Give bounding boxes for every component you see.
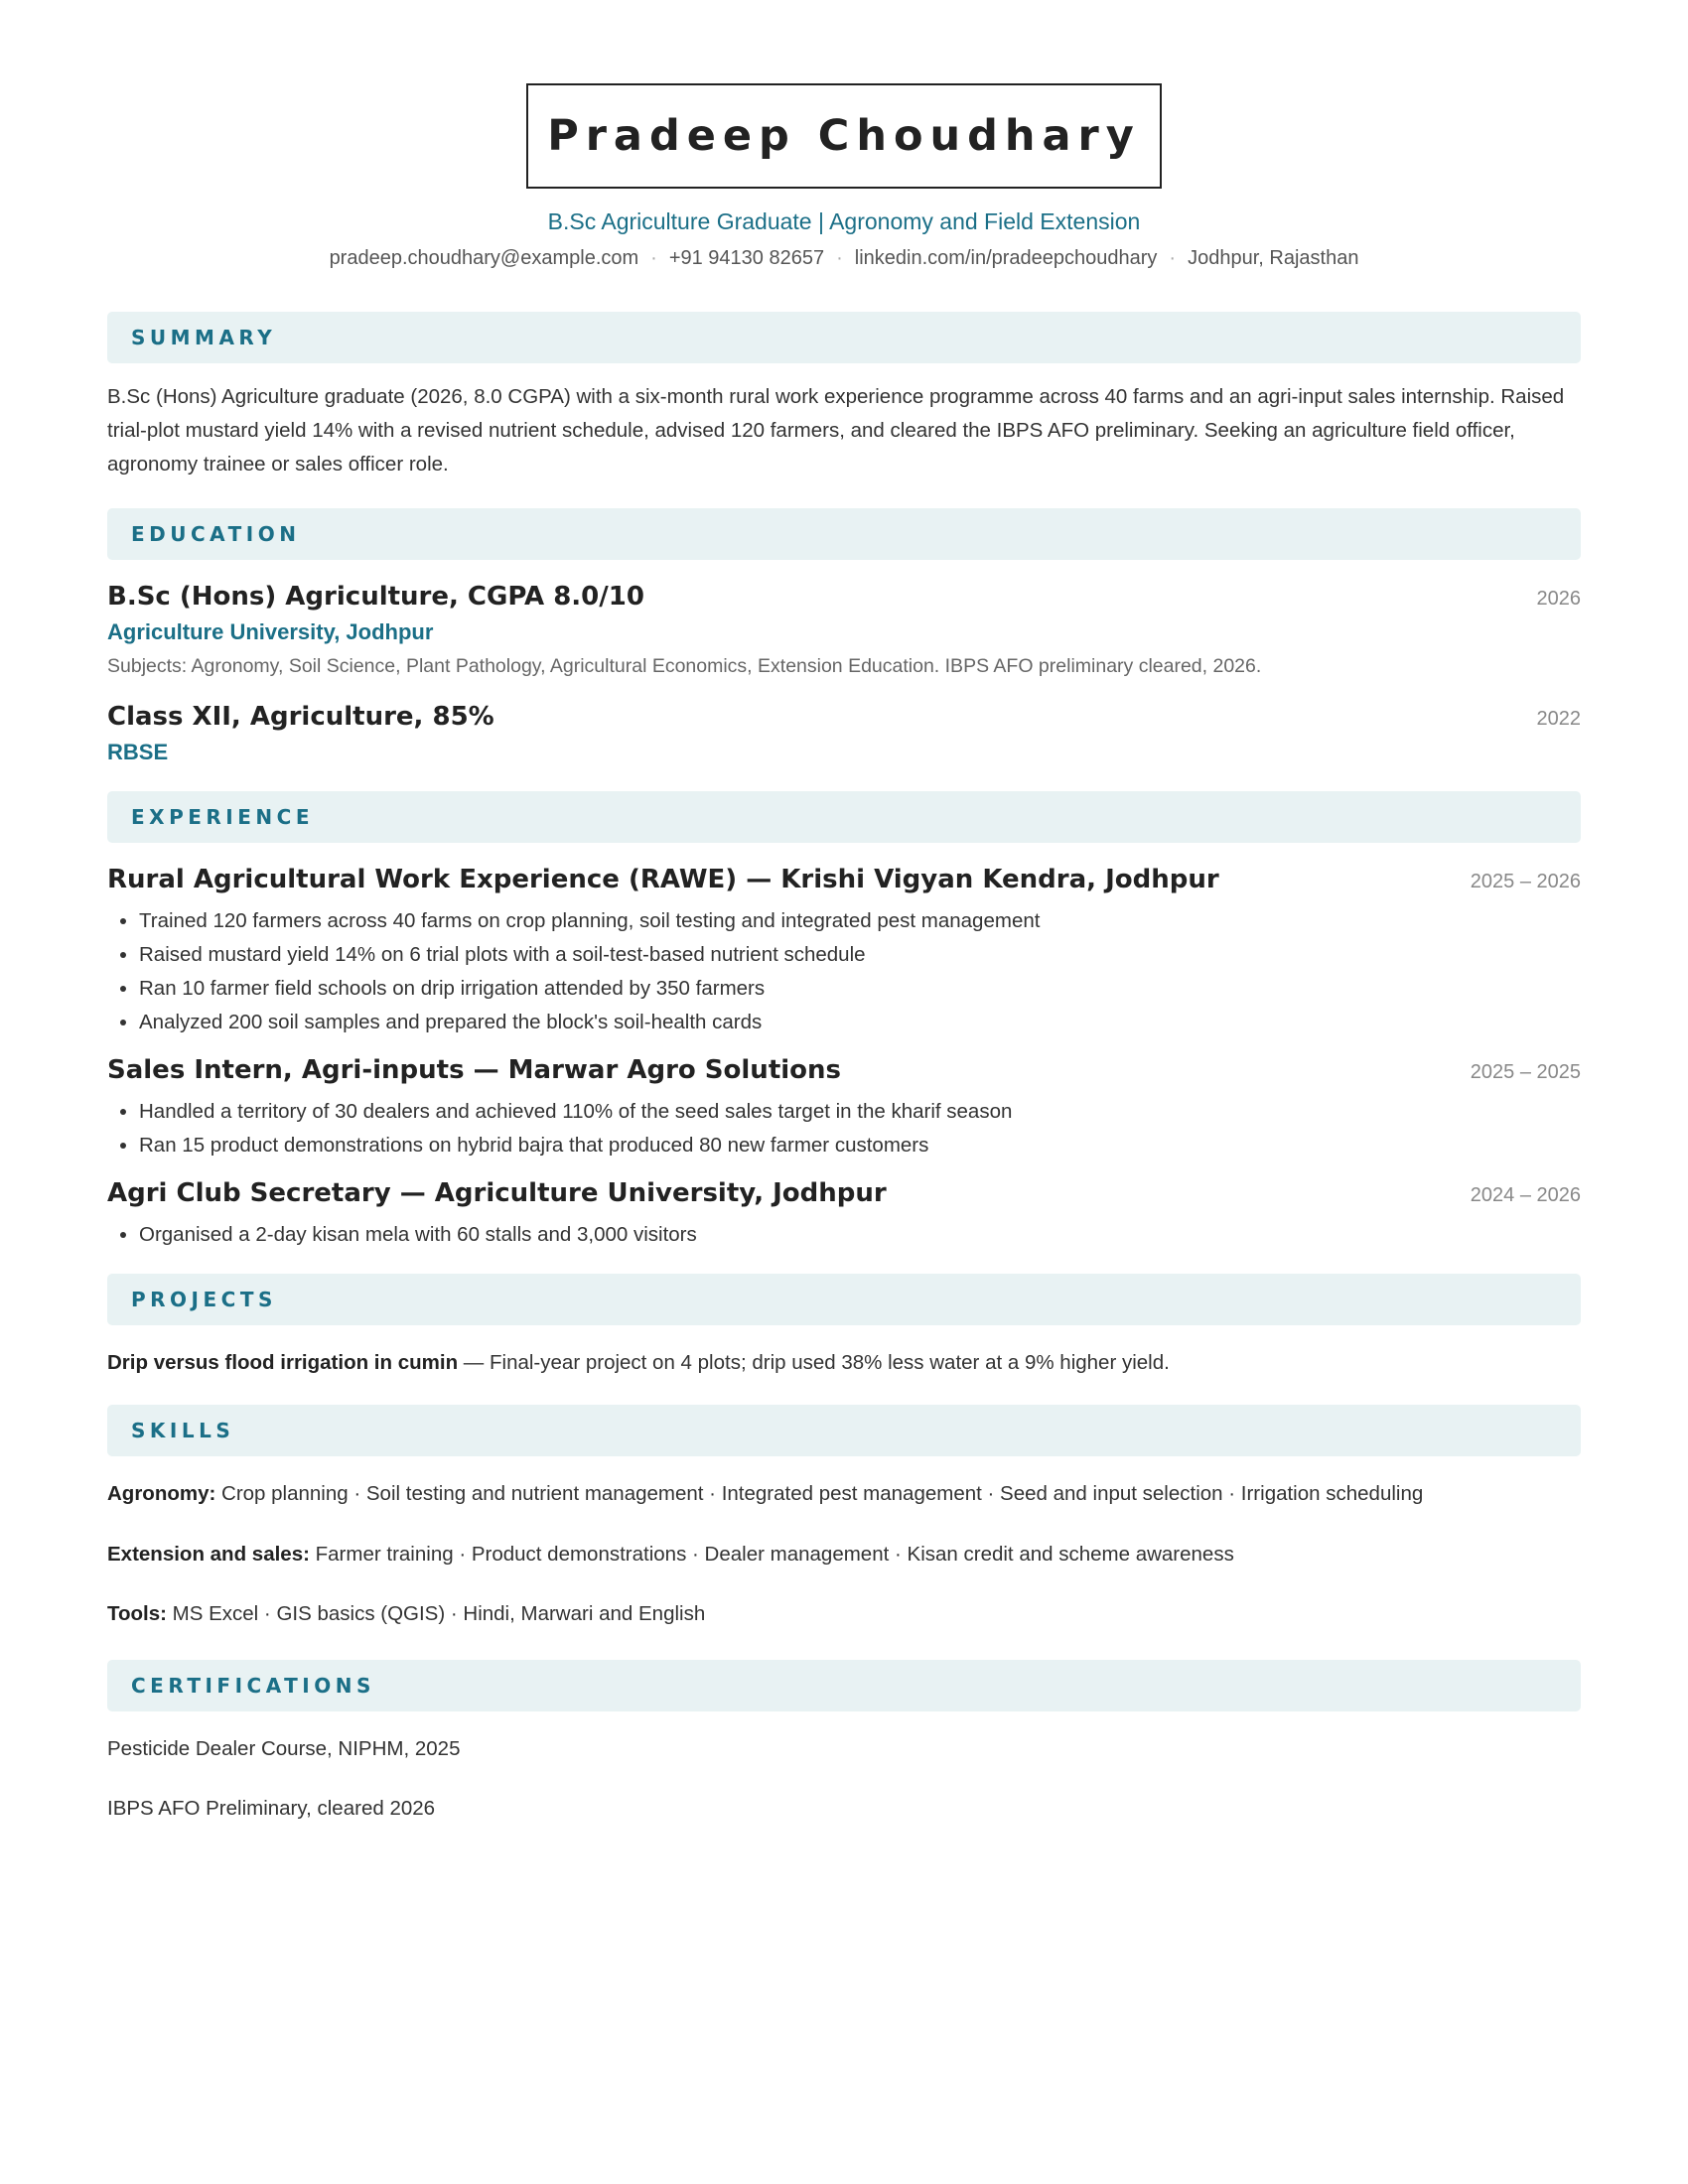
list-item: • Handled a territory of 30 dealers and achieved 110% of the seed sales target in the kharif season <box>139 1095 1581 1129</box>
contact-location: Jodhpur, Rajasthan <box>1188 247 1359 269</box>
entry-date: 2024 – 2026 <box>1470 1184 1581 1206</box>
contact-phone[interactable]: +91 94130 82657 <box>668 247 825 269</box>
certification-item: IBPS AFO Preliminary, cleared 2026 <box>107 1797 436 1820</box>
education-entry <box>107 582 1581 678</box>
education-note: Subjects: Agronomy, Soil Science, Plant Pathology, Agricultural Economics, Extension Education. IBPS AFO preliminary cleared, 2026. <box>107 655 1262 677</box>
degree-title: B.Sc (Hons) Agriculture, CGPA 8.0/10 <box>107 582 644 612</box>
contact-separator: · <box>650 247 657 269</box>
skill-label: Extension and sales: <box>107 1543 310 1566</box>
experience-entry <box>107 1055 1581 1162</box>
entry-date: 2025 – 2025 <box>1470 1061 1581 1083</box>
bullet-list <box>107 1218 1581 1252</box>
section-title: EDUCATION <box>131 522 301 546</box>
contact-email[interactable]: pradeep.choudhary@example.com <box>329 247 639 269</box>
skill-line <box>107 1543 1581 1567</box>
entry-head <box>107 582 1581 612</box>
section-projects-header <box>107 1274 1581 1325</box>
list-item: • Trained 120 farmers across 40 farms on crop planning, soil testing and integrated pest management <box>139 904 1581 938</box>
institution-name: Agriculture University, Jodhpur <box>107 619 434 644</box>
entry-head <box>107 1055 1581 1085</box>
institution-name: RBSE <box>107 740 169 764</box>
name-box <box>526 83 1162 189</box>
list-item: • Ran 10 farmer field schools on drip irrigation attended by 350 farmers <box>139 972 1581 1006</box>
skill-values: Farmer training · Product demonstrations · Dealer management · Kisan credit and scheme awareness <box>309 1543 1234 1566</box>
section-education-header <box>107 508 1581 560</box>
list-item: • Organised a 2-day kisan mela with 60 stalls and 3,000 visitors <box>139 1218 1581 1252</box>
list-item: • Analyzed 200 soil samples and prepared the block's soil-health cards <box>139 1006 1581 1039</box>
section-title: SUMMARY <box>131 326 277 349</box>
entry-date: 2026 <box>1536 588 1581 610</box>
entry-date: 2022 <box>1536 708 1581 730</box>
bullet-list <box>107 1095 1581 1162</box>
skill-values: Crop planning · Soil testing and nutrient management · Integrated pest management · Seed and input selection · Irrigation scheduling <box>215 1482 1424 1505</box>
skill-line <box>107 1482 1581 1506</box>
contact-separator: · <box>1169 247 1177 269</box>
role-title: Sales Intern, Agri-inputs — Marwar Agro Solutions <box>107 1055 842 1085</box>
section-summary-header <box>107 312 1581 363</box>
experience-entry <box>107 865 1581 1039</box>
section-title: EXPERIENCE <box>131 805 314 829</box>
experience-entry <box>107 1178 1581 1252</box>
section-title: CERTIFICATIONS <box>131 1674 375 1698</box>
summary-text: B.Sc (Hons) Agriculture graduate (2026, 8.0 CGPA) with a six-month rural work experience programme across 40 farms and an agri-input sales internship. Raised trial-plot mustard yield 14% with a revised nutrient schedule, advised 120 farmers, and cleared the IBPS AFO preliminary. Seeking an agriculture field officer, agronomy trainee or sales officer role. <box>107 385 1565 476</box>
skill-line <box>107 1602 1581 1626</box>
candidate-name: Pradeep Choudhary <box>547 111 1141 161</box>
skill-label: Agronomy: <box>107 1482 216 1505</box>
section-title: SKILLS <box>131 1419 235 1442</box>
section-experience-header <box>107 791 1581 843</box>
certification-item: Pesticide Dealer Course, NIPHM, 2025 <box>107 1737 461 1760</box>
project-item <box>107 1351 1581 1375</box>
section-title: PROJECTS <box>131 1288 277 1311</box>
entry-head <box>107 702 1581 732</box>
project-name: Drip versus flood irrigation in cumin <box>107 1351 459 1374</box>
section-certifications-header <box>107 1660 1581 1711</box>
skill-values: MS Excel · GIS basics (QGIS) · Hindi, Marwari and English <box>166 1602 706 1625</box>
list-item: • Ran 15 product demonstrations on hybrid bajra that produced 80 new farmer customers <box>139 1129 1581 1162</box>
degree-title: Class XII, Agriculture, 85% <box>107 702 494 732</box>
skill-label: Tools: <box>107 1602 167 1625</box>
role-title: Agri Club Secretary — Agriculture University, Jodhpur <box>107 1178 887 1208</box>
list-item: • Raised mustard yield 14% on 6 trial plots with a soil-test-based nutrient schedule <box>139 938 1581 972</box>
education-entry <box>107 702 1581 765</box>
contact-linkedin[interactable]: linkedin.com/in/pradeepchoudhary <box>854 247 1158 269</box>
role-title: Rural Agricultural Work Experience (RAWE) — Krishi Vigyan Kendra, Jodhpur <box>107 865 1219 894</box>
entry-head <box>107 1178 1581 1208</box>
bullet-list <box>107 904 1581 1039</box>
entry-date: 2025 – 2026 <box>1470 871 1581 892</box>
entry-head <box>107 865 1581 894</box>
section-skills-header <box>107 1405 1581 1456</box>
contact-separator: · <box>836 247 843 269</box>
project-description: — Final-year project on 4 plots; drip used 38% less water at a 9% higher yield. <box>458 1351 1170 1374</box>
headline: B.Sc Agriculture Graduate | Agronomy and Field Extension <box>547 208 1141 234</box>
contact-line <box>107 247 1581 270</box>
